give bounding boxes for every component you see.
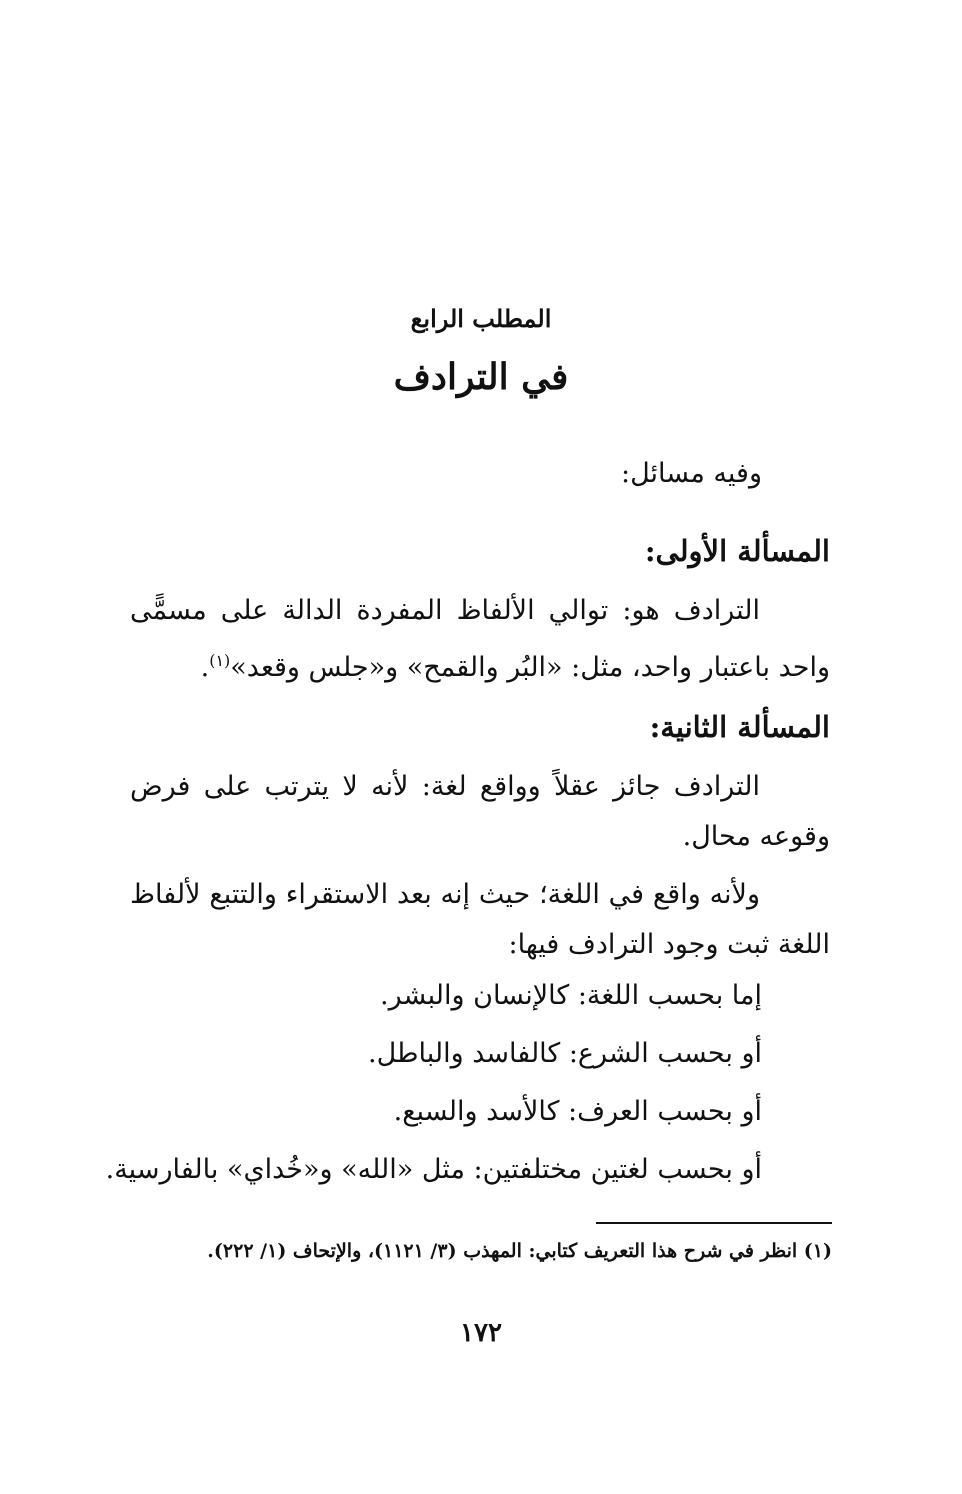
page-number: ١٧٢ [460, 1318, 502, 1348]
question-2-paragraph-1 [130, 762, 830, 862]
question-2-paragraph-2 [130, 870, 830, 970]
footnote-ref[interactable]: (١) [209, 651, 231, 670]
list-item: إما بحسب اللغة: كالإنسان والبشر. [380, 980, 762, 1011]
section-title: في الترادف [393, 356, 569, 398]
question-1-end: . [200, 652, 210, 683]
footnote-divider [596, 1222, 832, 1224]
question-1-text: الترادف هو: توالي الألفاظ المفردة الدالة على مسمًّى واحد باعتبار واحد، مثل: «البُر والقمح» و«جلس وقعد» [130, 595, 830, 683]
footnote-text: (١) انظر في شرح هذا التعريف كتابي: المهذب (٣/ ١١٢١)، والإتحاف (١/ ٢٢٢). [207, 1240, 832, 1262]
question-1-paragraph [130, 586, 830, 693]
list-item: أو بحسب الشرع: كالفاسد والباطل. [368, 1038, 762, 1069]
section-subtitle: المطلب الرابع [410, 304, 552, 333]
question-2-heading: المسألة الثانية: [649, 710, 830, 744]
list-item: أو بحسب لغتين مختلفتين: مثل «الله» و«خُداي» بالفارسية. [105, 1154, 762, 1185]
list-item: أو بحسب العرف: كالأسد والسبع. [393, 1096, 762, 1127]
question-2-text-2: ولأنه واقع في اللغة؛ حيث إنه بعد الاستقراء والتتبع لألفاظ اللغة ثبت وجود الترادف فيها: [130, 879, 830, 960]
intro-line: وفيه مسائل: [621, 458, 762, 489]
question-2-text-1: الترادف جائز عقلاً وواقع لغة: لأنه لا يترتب على فرض وقوعه محال. [130, 771, 830, 852]
question-1-heading: المسألة الأولى: [644, 534, 830, 568]
